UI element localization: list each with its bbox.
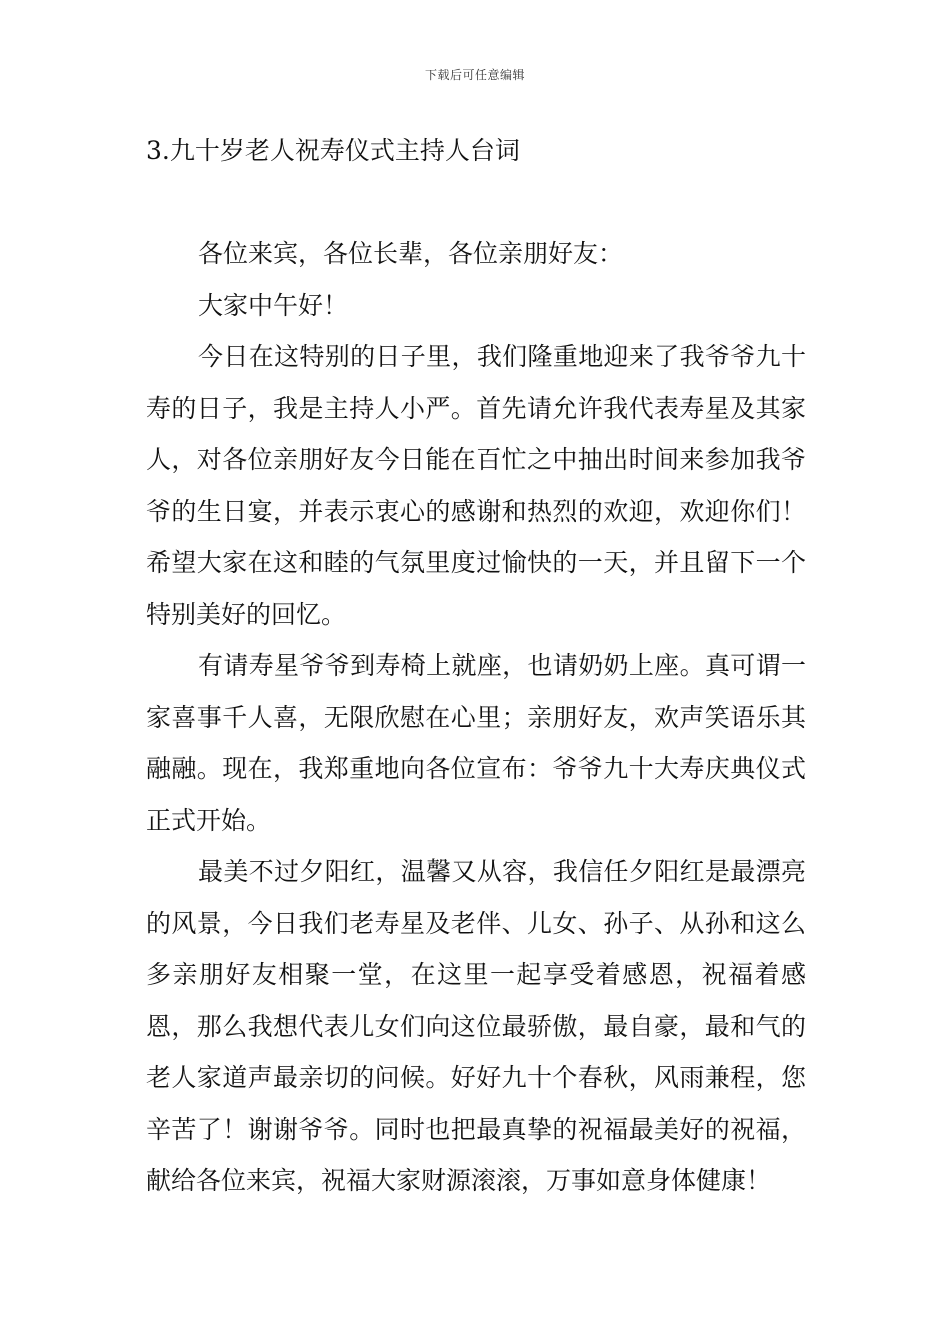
paragraph-greeting: 各位来宾，各位长辈，各位亲朋好友： [198,239,624,268]
paragraph-blessing: 最美不过夕阳红，温馨又从容，我信任夕阳红是最漂亮的风景，今日我们老寿星及老伴、儿女、孙子、从孙和这么多亲朋好友相聚一堂，在这里一起享受着感恩，祝福着感恩，那么我想代表儿女们向这位最骄傲，最自豪，最和气的老人家道声最亲切的问候。好好九十个春秋，风雨兼程，您辛苦了！谢谢爷爷。同时也把最真挚的祝福最美好的祝福，献给各位来宾，祝福大家财源滚滚，万事如意身体健康！ [146,857,806,1195]
document-body [146,228,806,1207]
paragraph-noon-greeting: 大家中午好！ [198,290,349,320]
document-title: 3.九十岁老人祝寿仪式主持人台词 [146,136,520,165]
paragraph-ceremony-start: 有请寿星爷爷到寿椅上就座，也请奶奶上座。真可谓一家喜事千人喜，无限欣慰在心里；亲朋好友，欢声笑语乐其融融。现在，我郑重地向各位宣布：爷爷九十大寿庆典仪式正式开始。 [146,651,806,835]
header-note: 下载后可任意编辑 [424,68,525,82]
paragraph-opening: 今日在这特别的日子里，我们隆重地迎来了我爷爷九十寿的日子，我是主持人小严。首先请允许我代表寿星及其家人，对各位亲朋好友今日能在百忙之中抽出时间来参加我爷爷的生日宴，并表示衷心的感谢和热烈的欢迎，欢迎你们！希望大家在这和睦的气氛里度过愉快的一天，并且留下一个特别美好的回忆。 [146,342,806,629]
